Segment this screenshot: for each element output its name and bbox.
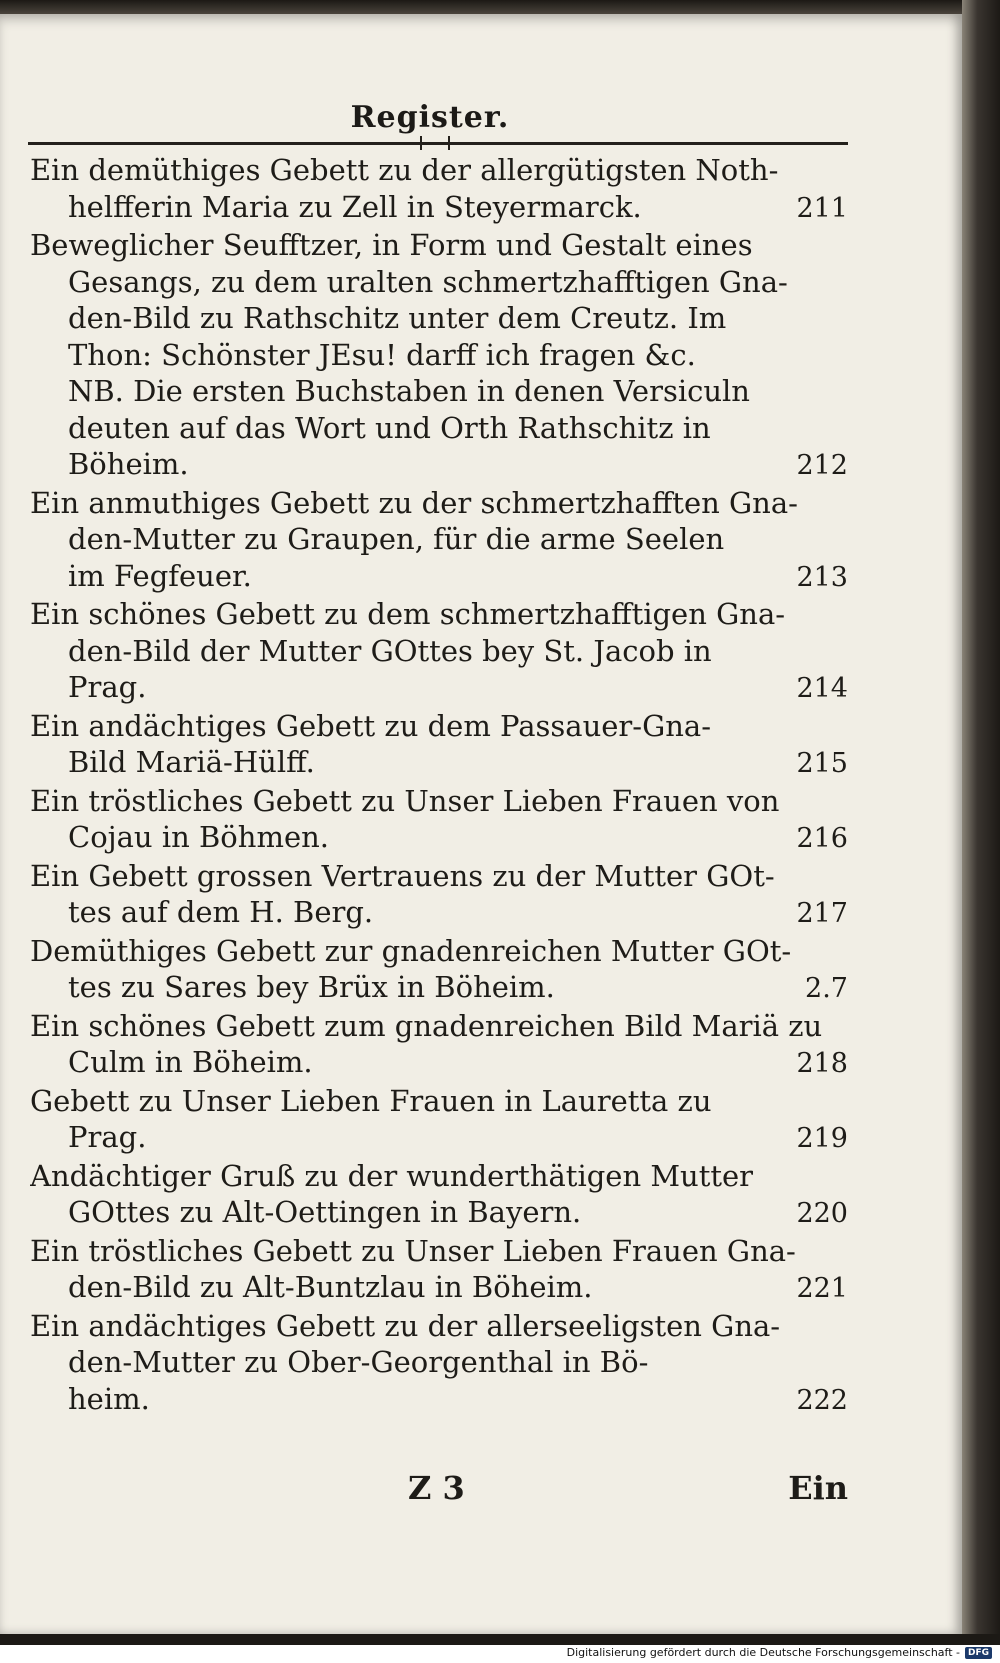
entry-text: Prag. <box>68 1120 147 1154</box>
entry-line <box>30 558 848 597</box>
entry-text: Thon: Schönster JEsu! darff ich fragen &c. <box>68 337 696 372</box>
entry-page-number: 211 <box>796 192 848 224</box>
entry-text: GOttes zu Alt-Oettingen in Bayern. <box>68 1195 582 1229</box>
entry-text: den-Bild zu Alt-Buntzlau in Böheim. <box>68 1270 593 1304</box>
entry-text: tes auf dem H. Berg. <box>68 895 374 929</box>
register-entry <box>30 485 848 597</box>
entry-text: Ein demüthiges Gebett zu der allergütigsten Noth- <box>30 153 779 187</box>
entry-page-number: 218 <box>796 1048 848 1079</box>
register-entry <box>30 596 848 708</box>
entry-line <box>30 152 848 189</box>
register-entry <box>30 152 848 227</box>
catchword: Ein <box>788 1469 848 1507</box>
entry-text: Ein tröstliches Gebett zu Unser Lieben Frauen von <box>30 783 780 818</box>
entry-line <box>30 894 848 933</box>
entry-line <box>30 1194 848 1233</box>
register-entry <box>30 783 848 858</box>
entry-line <box>30 373 848 410</box>
entry-text: den-Mutter zu Graupen, für die arme Seelen <box>68 522 725 556</box>
register-entry <box>30 858 848 933</box>
entry-text: Ein schönes Gebett zu dem schmertzhafftigen Gna- <box>30 597 786 631</box>
entry-line <box>30 708 848 745</box>
register-entry <box>30 1233 848 1308</box>
entry-line <box>30 783 848 820</box>
entry-line <box>30 1158 848 1195</box>
register-entry <box>30 227 848 485</box>
entry-text: Culm in Böheim. <box>68 1045 313 1079</box>
entry-line <box>30 1083 848 1120</box>
entry-text: Ein anmuthiges Gebett zu der schmertzhafften Gna- <box>30 485 798 520</box>
entry-text: tes zu Sares bey Brüx in Böheim. <box>68 970 555 1004</box>
entry-line <box>30 485 848 522</box>
entry-line <box>30 669 848 708</box>
header-rule-ornament <box>420 136 450 150</box>
entry-page-number: 2.7 <box>805 973 848 1004</box>
digitization-credit <box>567 1646 992 1659</box>
entry-line <box>30 1381 848 1420</box>
book-edge-bottom <box>0 1634 1000 1645</box>
entry-line <box>30 264 848 301</box>
entry-page-number: 213 <box>796 561 848 593</box>
entry-page-number: 222 <box>796 1384 848 1416</box>
entry-page-number: 215 <box>796 748 848 779</box>
entry-line <box>30 1008 848 1045</box>
entry-text: Andächtiger Gruß zu der wunderthätigen Mutter <box>30 1158 754 1193</box>
entry-text: NB. Die ersten Buchstaben in denen Versiculn <box>68 374 750 408</box>
register-entry <box>30 933 848 1008</box>
entry-text: Ein tröstliches Gebett zu Unser Lieben Frauen Gna- <box>30 1233 796 1268</box>
entry-line <box>30 744 848 783</box>
entry-text: Beweglicher Seufftzer, in Form und Gestalt eines <box>30 228 753 262</box>
entry-text: Ein schönes Gebett zum gnadenreichen Bild Mariä zu <box>30 1008 823 1043</box>
credit-text: Digitalisierung gefördert durch die Deutsche Forschungsgemeinschaft - <box>566 1646 960 1659</box>
entry-text: deuten auf das Wort und Orth Rathschitz in <box>68 410 711 445</box>
entry-text: Bild Mariä-Hülff. <box>68 745 315 779</box>
entry-text: helfferin Maria zu Zell in Steyermarck. <box>68 189 642 224</box>
entry-line <box>30 446 848 485</box>
entry-line <box>30 1308 848 1345</box>
entry-page-number: 221 <box>796 1273 848 1304</box>
register-entry <box>30 1308 848 1420</box>
entry-line <box>30 933 848 970</box>
entry-page-number: 212 <box>796 450 848 481</box>
entry-line <box>30 1344 848 1381</box>
entry-line <box>30 633 848 670</box>
entry-text: den-Bild der Mutter GOttes bey St. Jacob in <box>68 633 712 668</box>
entry-page-number: 219 <box>796 1123 848 1154</box>
entry-page-number: 216 <box>796 823 848 854</box>
entry-text: Demüthiges Gebett zur gnadenreichen Mutter GOt- <box>30 933 792 968</box>
entry-text: den-Bild zu Rathschitz unter dem Creutz. Im <box>68 301 727 335</box>
entry-line <box>30 1233 848 1270</box>
entry-text: im Fegfeuer. <box>68 558 252 593</box>
register-entry <box>30 1083 848 1158</box>
entry-line <box>30 1044 848 1083</box>
entry-line <box>30 189 848 228</box>
entry-line <box>30 858 848 895</box>
entry-line <box>30 596 848 633</box>
entry-page-number: 217 <box>796 898 848 929</box>
entry-line <box>30 300 848 337</box>
entry-line <box>30 337 848 374</box>
entry-text: Böheim. <box>68 447 189 481</box>
entry-line <box>30 521 848 558</box>
entry-text: Ein Gebett grossen Vertrauens zu der Mutter GOt- <box>30 858 775 893</box>
entry-text: Prag. <box>68 670 147 704</box>
entry-line <box>30 227 848 264</box>
entry-text: Ein andächtiges Gebett zu der allerseeligsten Gna- <box>30 1308 781 1343</box>
register-entries <box>30 152 848 1419</box>
entry-line <box>30 819 848 858</box>
entry-page-number: 220 <box>796 1198 848 1229</box>
book-edge-right <box>962 0 1000 1635</box>
entry-page-number: 214 <box>796 673 848 704</box>
register-entry <box>30 1158 848 1233</box>
running-header: Register. <box>350 100 510 135</box>
entry-text: den-Mutter zu Ober-Georgenthal in Bö- <box>68 1345 649 1379</box>
register-entry <box>30 1008 848 1083</box>
dfg-logo: DFG <box>965 1647 992 1659</box>
signature-mark: Z 3 <box>408 1469 465 1507</box>
entry-text: Cojau in Böhmen. <box>68 820 329 854</box>
entry-text: Gebett zu Unser Lieben Frauen in Lauretta zu <box>30 1083 712 1118</box>
entry-line <box>30 969 848 1008</box>
entry-line <box>30 1269 848 1308</box>
book-edge-top <box>0 0 962 14</box>
entry-line <box>30 1119 848 1158</box>
entry-line <box>30 410 848 447</box>
page-footer-marks <box>30 1469 848 1519</box>
register-entry <box>30 708 848 783</box>
book-page <box>0 14 962 1634</box>
entry-text: Ein andächtiges Gebett zu dem Passauer-Gna- <box>30 708 712 743</box>
entry-text: heim. <box>68 1381 150 1416</box>
entry-text: Gesangs, zu dem uralten schmertzhafftigen Gna- <box>68 264 788 299</box>
